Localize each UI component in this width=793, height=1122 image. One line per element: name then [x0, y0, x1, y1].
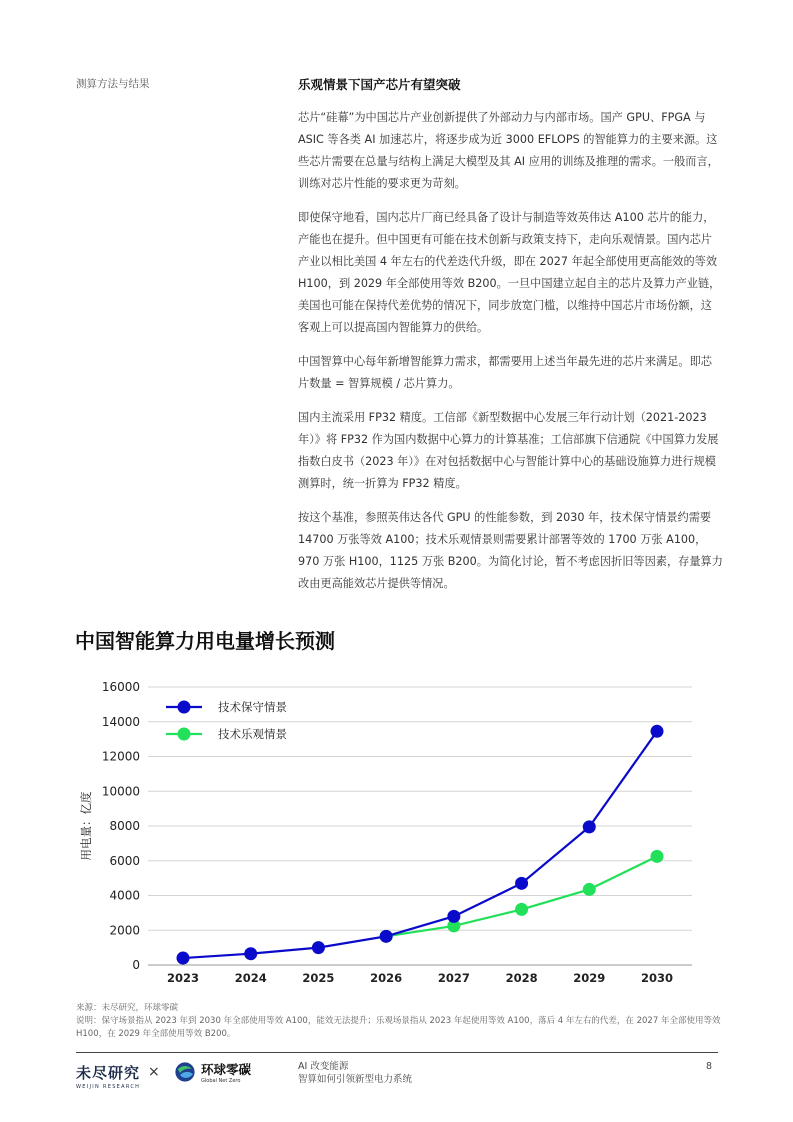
explanation-note: 说明：保守场景指从 2023 年到 2030 年全部使用等效 A100，能效无法提升；乐观场景指从 2023 年起使用等效 A100，落后 4 年左右的代差，在 2027 年全部使用等效 H100，在 2029 年全部使用等效 B200。: [76, 1016, 721, 1039]
data-point: [515, 877, 528, 890]
legend-label: 技术保守情景: [218, 700, 287, 714]
globe-icon: [174, 1061, 196, 1083]
x-tick-label: 2027: [437, 971, 470, 985]
y-tick-label: 12000: [101, 749, 140, 764]
x-tick-label: 2025: [302, 971, 335, 985]
data-point: [447, 910, 460, 923]
chart-title: 中国智能算力用电量增长预测: [75, 629, 335, 653]
x-tick-label: 2023: [166, 971, 200, 985]
weijin-logo-subtext: WEIJIN RESEARCH: [76, 1084, 141, 1090]
legend-label: 技术乐观情景: [218, 727, 287, 741]
x-tick-label: 2030: [640, 971, 674, 985]
footer-divider: [76, 1052, 718, 1053]
data-point: [312, 941, 325, 954]
x-tick-label: 2024: [234, 971, 267, 985]
legend-marker: [178, 728, 191, 741]
paragraph: 按这个基准，参照英伟达各代 GPU 的性能参数，到 2030 年，技术保守情景约需要 14700 万张等效 A100；技术乐观情景则需要累计部署等效的 1700 万张 A100，970 万张 H100，1125 万张 B200。为简化讨论，暂不考虑因折旧等因素，存量算力改由更高能效芯片提供等情况。: [298, 511, 723, 590]
footer-title: [298, 1060, 412, 1086]
data-point: [651, 725, 664, 738]
paragraph: 即使保守地看，国内芯片厂商已经具备了设计与制造等效英伟达 A100 芯片的能力，产能也在提升。但中国更有可能在技术创新与政策支持下，走向乐观情景。国内芯片产业以相比美国 4 年左右的代差迭代升级，即在 2027 年起全部使用更高能效的等效 H100，到 2029 年全部使用等效 B200。一旦中国建立起自主的芯片及算力产业链，美国也可能在保持代差优势的情况下，同步放宽门槛，以维持中国芯片市场份额，这客观上可以提高国内智能算力的供给。: [298, 211, 721, 334]
source-note: 来源：未尽研究，环球零碳: [76, 1003, 179, 1013]
series-line: [183, 731, 657, 958]
data-point: [651, 850, 664, 863]
y-tick-label: 6000: [109, 853, 140, 868]
y-tick-label: 16000: [101, 680, 140, 694]
y-tick-label: 2000: [109, 923, 140, 938]
paragraph: 中国智算中心每年新增智能算力需求，都需要用上述当年最先进的芯片来满足。即芯片数量 = 智算规模 / 芯片算力。: [298, 355, 712, 390]
paragraph: 芯片“硅幕”为中国芯片产业创新提供了外部动力与内部市场。国产 GPU、FPGA 与 ASIC 等各类 AI 加速芯片，将逐步成为近 3000 EFLOPS 的智能算力的主要来源。这些芯片需要在总量与结构上满足大模型及其 AI 应用的训练及推理的需求。一般而言，训练对芯片性能的要求更为苛刻。: [298, 111, 719, 190]
footer-title-line1: AI 改变能源: [298, 1061, 349, 1072]
body-text: [298, 107, 723, 607]
global-net-zero-subtext: Global Net Zero: [201, 1078, 241, 1084]
data-point: [583, 883, 596, 896]
paragraph: 国内主流采用 FP32 精度。工信部《新型数据中心发展三年行动计划（2021-2023 年）》将 FP32 作为国内数据中心算力的计算基准；工信部旗下信通院《中国算力发展指数白皮书（2023 年）》在对包括数据中心与智能计算中心的基础设施算力进行规模测算时，统一折算为 FP32 精度。: [298, 411, 719, 490]
data-point: [583, 820, 596, 833]
global-net-zero-text: 环球零碳: [201, 1062, 252, 1077]
y-tick-label: 14000: [101, 714, 140, 729]
weijin-logo-text: 未尽研究: [76, 1064, 141, 1082]
y-tick-label: 0: [132, 958, 140, 972]
y-axis-label: 用电量：亿度: [79, 791, 93, 861]
chart-notes: [76, 1002, 726, 1041]
y-tick-label: 8000: [109, 819, 140, 833]
data-point: [177, 952, 190, 965]
times-sign: ×: [148, 1064, 160, 1080]
y-tick-label: 10000: [101, 784, 140, 799]
x-tick-label: 2029: [573, 971, 606, 985]
global-net-zero-logo: [174, 1060, 251, 1084]
y-tick-label: 4000: [109, 888, 140, 903]
section-label: 测算方法与结果: [76, 78, 150, 90]
page-number: 8: [706, 1061, 713, 1072]
footer-title-line2: 智算如何引领新型电力系统: [298, 1074, 413, 1085]
data-point: [380, 930, 393, 943]
weijin-logo: [76, 1062, 140, 1090]
section-heading: 乐观情景下国产芯片有望突破: [298, 77, 461, 92]
x-tick-label: 2026: [370, 971, 403, 985]
data-point: [515, 903, 528, 916]
legend-marker: [178, 701, 191, 714]
line-chart: [70, 670, 730, 995]
x-tick-label: 2028: [505, 971, 538, 985]
data-point: [244, 947, 257, 960]
